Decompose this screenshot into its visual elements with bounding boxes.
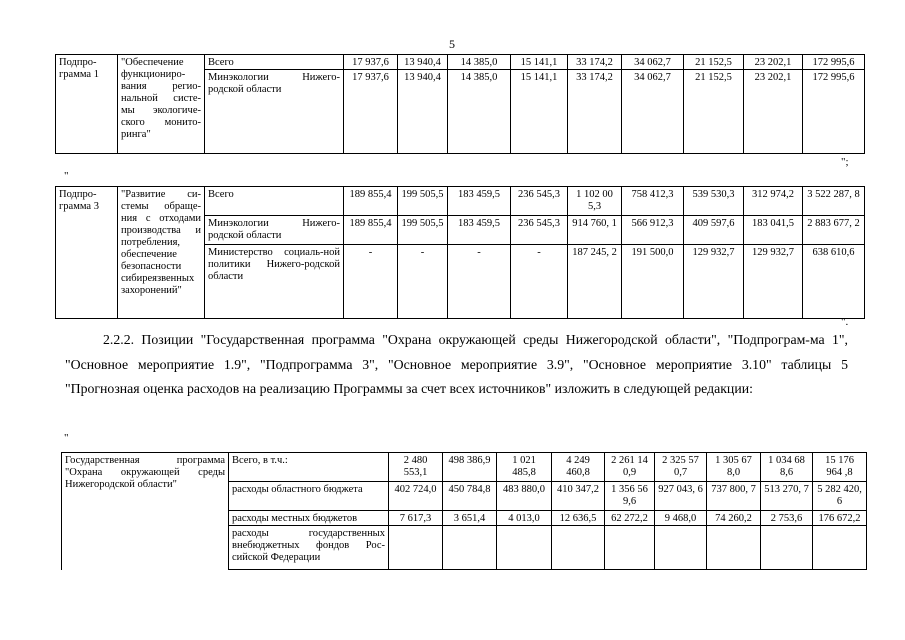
value-cell: 7 617,3 — [389, 511, 443, 526]
value-cell: 312 974,2 — [744, 187, 803, 216]
value-cell: 15 141,1 — [511, 55, 568, 70]
value-cell: 183 459,5 — [448, 216, 511, 245]
source-cell: Всего — [205, 187, 344, 216]
value-cell: 914 760, 1 — [568, 216, 622, 245]
value-cell: 1 034 68 8,6 — [761, 453, 813, 482]
value-cell: 498 386,9 — [443, 453, 497, 482]
value-cell: 3 522 287, 8 — [803, 187, 865, 216]
value-cell: - — [398, 245, 448, 319]
value-cell — [813, 526, 867, 570]
source-cell: Минэкологии Нижего-родской области — [205, 70, 344, 154]
value-cell: 17 937,6 — [344, 55, 398, 70]
value-cell: 62 272,2 — [605, 511, 655, 526]
value-cell: - — [344, 245, 398, 319]
subprogram-name-cell: "Обеспечение функциониро-вания регио-нальной систе-мы экологиче-ского монито-ринга" — [118, 55, 205, 154]
value-cell: 199 505,5 — [398, 187, 448, 216]
value-cell — [443, 526, 497, 570]
value-cell: 23 202,1 — [744, 70, 803, 154]
table-subprogram-1 — [55, 54, 865, 154]
source-cell: Всего — [205, 55, 344, 70]
value-cell: 483 880,0 — [497, 482, 552, 511]
value-cell: 14 385,0 — [448, 70, 511, 154]
value-cell: 13 940,4 — [398, 55, 448, 70]
value-cell: 5 282 420, 6 — [813, 482, 867, 511]
value-cell: 191 500,0 — [622, 245, 684, 319]
value-cell: 1 305 67 8,0 — [707, 453, 761, 482]
value-cell: 74 260,2 — [707, 511, 761, 526]
source-cell: Всего, в т.ч.: — [229, 453, 389, 482]
value-cell: 4 249 460,8 — [552, 453, 605, 482]
value-cell: 12 636,5 — [552, 511, 605, 526]
value-cell: 9 468,0 — [655, 511, 707, 526]
value-cell: 513 270, 7 — [761, 482, 813, 511]
value-cell — [552, 526, 605, 570]
value-cell: 129 932,7 — [744, 245, 803, 319]
value-cell — [707, 526, 761, 570]
value-cell: 17 937,6 — [344, 70, 398, 154]
source-cell: расходы областного бюджета — [229, 482, 389, 511]
value-cell: 33 174,2 — [568, 70, 622, 154]
value-cell: 409 597,6 — [684, 216, 744, 245]
value-cell: 4 013,0 — [497, 511, 552, 526]
value-cell: 34 062,7 — [622, 55, 684, 70]
value-cell: 450 784,8 — [443, 482, 497, 511]
program-name-cell: Государственная программа "Охрана окружающей среды Нижегородской области" — [62, 453, 229, 570]
value-cell: 33 174,2 — [568, 55, 622, 70]
value-cell: 638 610,6 — [803, 245, 865, 319]
value-cell: 23 202,1 — [744, 55, 803, 70]
value-cell: 189 855,4 — [344, 187, 398, 216]
value-cell: 183 459,5 — [448, 187, 511, 216]
value-cell: 172 995,6 — [803, 70, 865, 154]
value-cell — [497, 526, 552, 570]
subprogram-name-cell: "Развитие си-стемы обраще-ния с отходами производства и потребления, обеспечение безопасности сибиреязвенных захоронений" — [118, 187, 205, 319]
value-cell: 737 800, 7 — [707, 482, 761, 511]
closing-quote-2: ". — [841, 316, 849, 328]
value-cell: 21 152,5 — [684, 55, 744, 70]
value-cell: 2 753,6 — [761, 511, 813, 526]
value-cell: 129 932,7 — [684, 245, 744, 319]
value-cell: 2 480 553,1 — [389, 453, 443, 482]
value-cell: 14 385,0 — [448, 55, 511, 70]
value-cell: 1 102 00 5,3 — [568, 187, 622, 216]
value-cell: 176 672,2 — [813, 511, 867, 526]
subprogram-cell: Подпро- грамма 3 — [56, 187, 118, 319]
table-subprogram-3 — [55, 186, 865, 319]
table-state-program — [61, 452, 867, 570]
value-cell: - — [511, 245, 568, 319]
table-row — [62, 453, 867, 482]
value-cell — [761, 526, 813, 570]
amendment-paragraph-text: 2.2.2. Позиции "Государственная программа "Охрана окружающей среды Нижегородской области", "Подпрограм-ма 1", "Основное мероприятие 1.9", "Подпрограмма 3", "Основное мероприятие 3.9", "Основное мероприятие 3.10" таблицы 5 "Прогнозная оценка расходов на реализацию Программы за счет всех источников" изложить в следующей редакции: — [65, 332, 848, 396]
amendment-paragraph — [65, 328, 848, 402]
value-cell: 927 043, 6 — [655, 482, 707, 511]
value-cell: 236 545,3 — [511, 187, 568, 216]
value-cell: 566 912,3 — [622, 216, 684, 245]
value-cell — [605, 526, 655, 570]
source-cell: Министерство социаль-ной политики Нижего-родской области — [205, 245, 344, 319]
value-cell: 2 325 57 0,7 — [655, 453, 707, 482]
value-cell: 183 041,5 — [744, 216, 803, 245]
opening-quote-2: " — [64, 432, 69, 444]
table-row — [56, 187, 865, 216]
value-cell: 13 940,4 — [398, 70, 448, 154]
subprogram-cell: Подпро- грамма 1 — [56, 55, 118, 154]
value-cell: 236 545,3 — [511, 216, 568, 245]
page-number: 5 — [449, 37, 455, 51]
value-cell: 172 995,6 — [803, 55, 865, 70]
value-cell: 187 245, 2 — [568, 245, 622, 319]
value-cell: 539 530,3 — [684, 187, 744, 216]
source-cell: расходы государственных внебюджетных фондов Рос-сийской Федерации — [229, 526, 389, 570]
value-cell: 2 261 14 0,9 — [605, 453, 655, 482]
closing-quote-1: "; — [841, 156, 849, 168]
value-cell: 758 412,3 — [622, 187, 684, 216]
value-cell: 189 855,4 — [344, 216, 398, 245]
value-cell: 199 505,5 — [398, 216, 448, 245]
value-cell: 3 651,4 — [443, 511, 497, 526]
value-cell — [655, 526, 707, 570]
value-cell: 2 883 677, 2 — [803, 216, 865, 245]
value-cell: - — [448, 245, 511, 319]
value-cell: 410 347,2 — [552, 482, 605, 511]
value-cell: 34 062,7 — [622, 70, 684, 154]
source-cell: расходы местных бюджетов — [229, 511, 389, 526]
value-cell: 402 724,0 — [389, 482, 443, 511]
value-cell — [389, 526, 443, 570]
value-cell: 1 356 56 9,6 — [605, 482, 655, 511]
table-row — [56, 55, 865, 70]
value-cell: 21 152,5 — [684, 70, 744, 154]
opening-quote-1: " — [64, 170, 69, 182]
value-cell: 15 176 964 ,8 — [813, 453, 867, 482]
source-cell: Минэкологии Нижего-родской области — [205, 216, 344, 245]
value-cell: 1 021 485,8 — [497, 453, 552, 482]
value-cell: 15 141,1 — [511, 70, 568, 154]
